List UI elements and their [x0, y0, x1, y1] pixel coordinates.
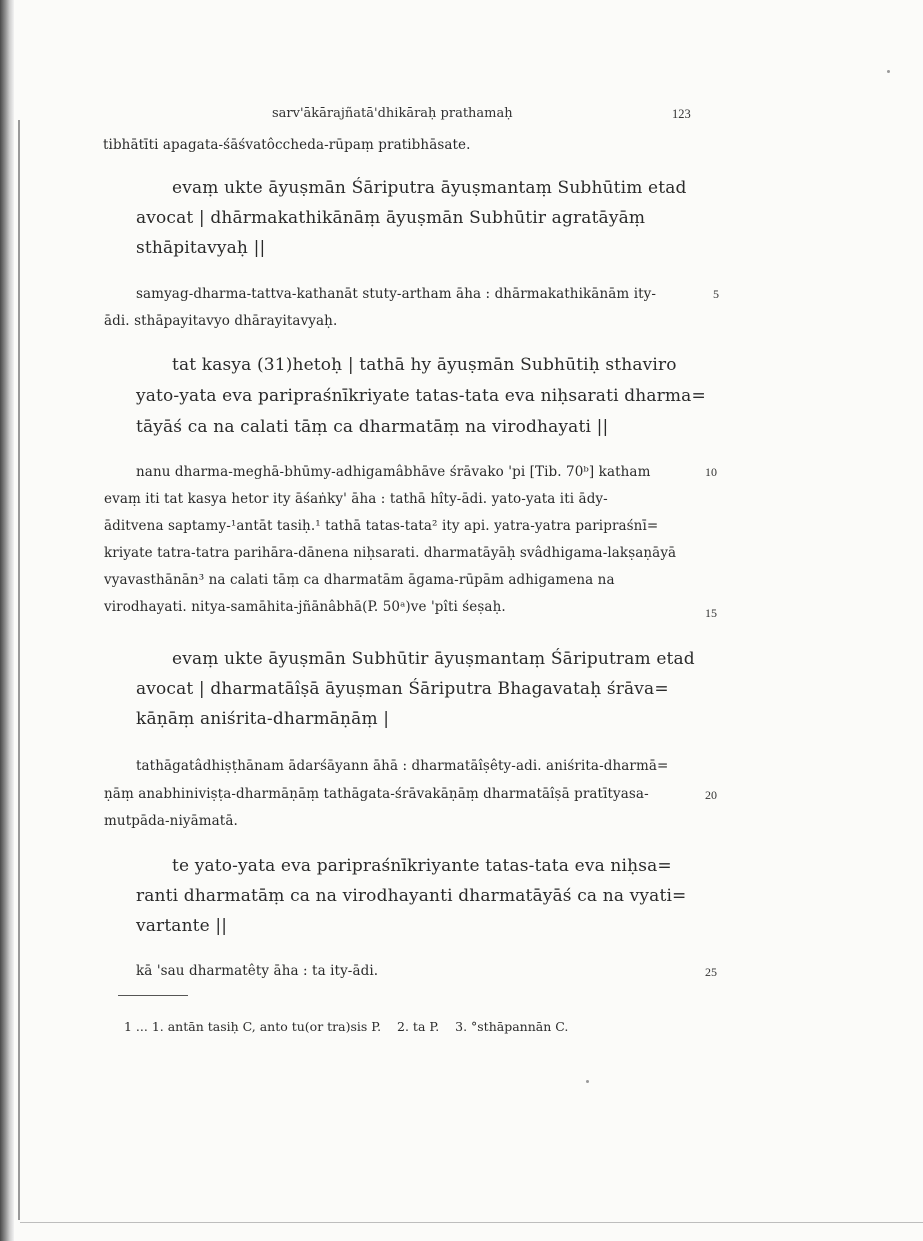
sutra-line: yato-yata eva paripraśnīkriyate tatas-tata eva niḥsarati dharma=: [136, 386, 706, 406]
commentary-line: tathāgatâdhiṣṭhānam ādarśāyann āhā : dharmatāîṣêty-adi. aniśrita-dharmā=: [136, 758, 669, 774]
page-number: 123: [672, 107, 691, 121]
sutra-line: kāṇāṃ aniśrita-dharmāṇāṃ |: [136, 709, 390, 729]
sutra-line: avocat | dhārmakathikānāṃ āyuṣmān Subhūtir agratāyāṃ: [136, 208, 646, 228]
scan-speck: [887, 70, 890, 73]
line-number: 10: [705, 465, 717, 479]
running-title: sarv'ākārajñatā'dhikāraḥ prathamaḥ: [272, 106, 513, 121]
sutra-line: vartante ||: [136, 916, 228, 936]
commentary-line: ādi. sthāpayitavyo dhārayitavyaḥ.: [104, 313, 338, 329]
sutra-line: te yato-yata eva paripraśnīkriyante tatas-tata eva niḥsa=: [172, 856, 672, 876]
commentary-line: mutpāda-niyāmatā.: [104, 813, 238, 829]
commentary-line: evaṃ iti tat kasya hetor ity āśaṅky' āha : tathā hîty-ādi. yato-yata iti ādy-: [104, 491, 608, 507]
commentary-line: kriyate tatra-tatra parihāra-dānena niḥsarati. dharmatāyāḥ svâdhigama-lakṣaṇāyā: [104, 545, 677, 561]
sutra-line: tāyāś ca na calati tāṃ ca dharmatāṃ na virodhayati ||: [136, 417, 609, 437]
margin-line: [18, 120, 20, 1220]
scan-speck: [586, 1080, 589, 1083]
sutra-line: evaṃ ukte āyuṣmān Subhūtir āyuṣmantaṃ Śāriputram etad: [172, 649, 695, 669]
commentary-line: nanu dharma-meghā-bhūmy-adhigamâbhāve śrāvako 'pi [Tib. 70ᵇ] katham: [136, 464, 651, 480]
line-number: 5: [713, 287, 719, 301]
text-line: tibhātīti apagata-śāśvatôccheda-rūpaṃ pratibhāsate.: [103, 137, 471, 153]
sutra-line: sthāpitavyaḥ ||: [136, 238, 266, 258]
commentary-line: vyavasthānān³ na calati tāṃ ca dharmatām āgama-rūpām adhigamena na: [104, 572, 615, 588]
commentary-line: āditvena saptamy-¹antāt tasiḥ.¹ tathā tatas-tata² ity api. yatra-yatra paripraśnī=: [104, 518, 659, 534]
line-number: 15: [705, 606, 717, 620]
commentary-line: kā 'sau dharmatêty āha : ta ity-ādi.: [136, 963, 379, 979]
commentary-line: samyag-dharma-tattva-kathanāt stuty-artham āha : dhārmakathikānām ity-: [136, 286, 657, 302]
book-binding-edge: [0, 0, 14, 1241]
sutra-line: avocat | dharmatāîṣā āyuṣman Śāriputra Bhagavataḥ śrāva=: [136, 679, 669, 699]
footnote-rule: [118, 995, 188, 996]
line-number: 25: [705, 965, 717, 979]
sutra-line: evaṃ ukte āyuṣmān Śāriputra āyuṣmantaṃ Subhūtim etad: [172, 178, 687, 198]
line-number: 20: [705, 788, 717, 802]
footnotes: 1 ... 1. antān tasiḥ C, anto tu(or tra)sis P. 2. ta P. 3. °sthāpannān C.: [124, 1019, 569, 1034]
commentary-line: virodhayati. nitya-samāhita-jñānâbhā(P. 50ᵃ)ve 'pîti śeṣaḥ.: [104, 599, 506, 615]
sutra-line: tat kasya (31)hetoḥ | tathā hy āyuṣmān Subhūtiḥ sthaviro: [172, 355, 677, 375]
sutra-line: ranti dharmatāṃ ca na virodhayanti dharmatāyāś ca na vyati=: [136, 886, 687, 906]
commentary-line: ṇāṃ anabhiniviṣṭa-dharmāṇāṃ tathāgata-śrāvakāṇāṃ dharmatāîṣā pratītyasa-: [104, 786, 649, 802]
page-bottom-edge: [20, 1222, 923, 1223]
